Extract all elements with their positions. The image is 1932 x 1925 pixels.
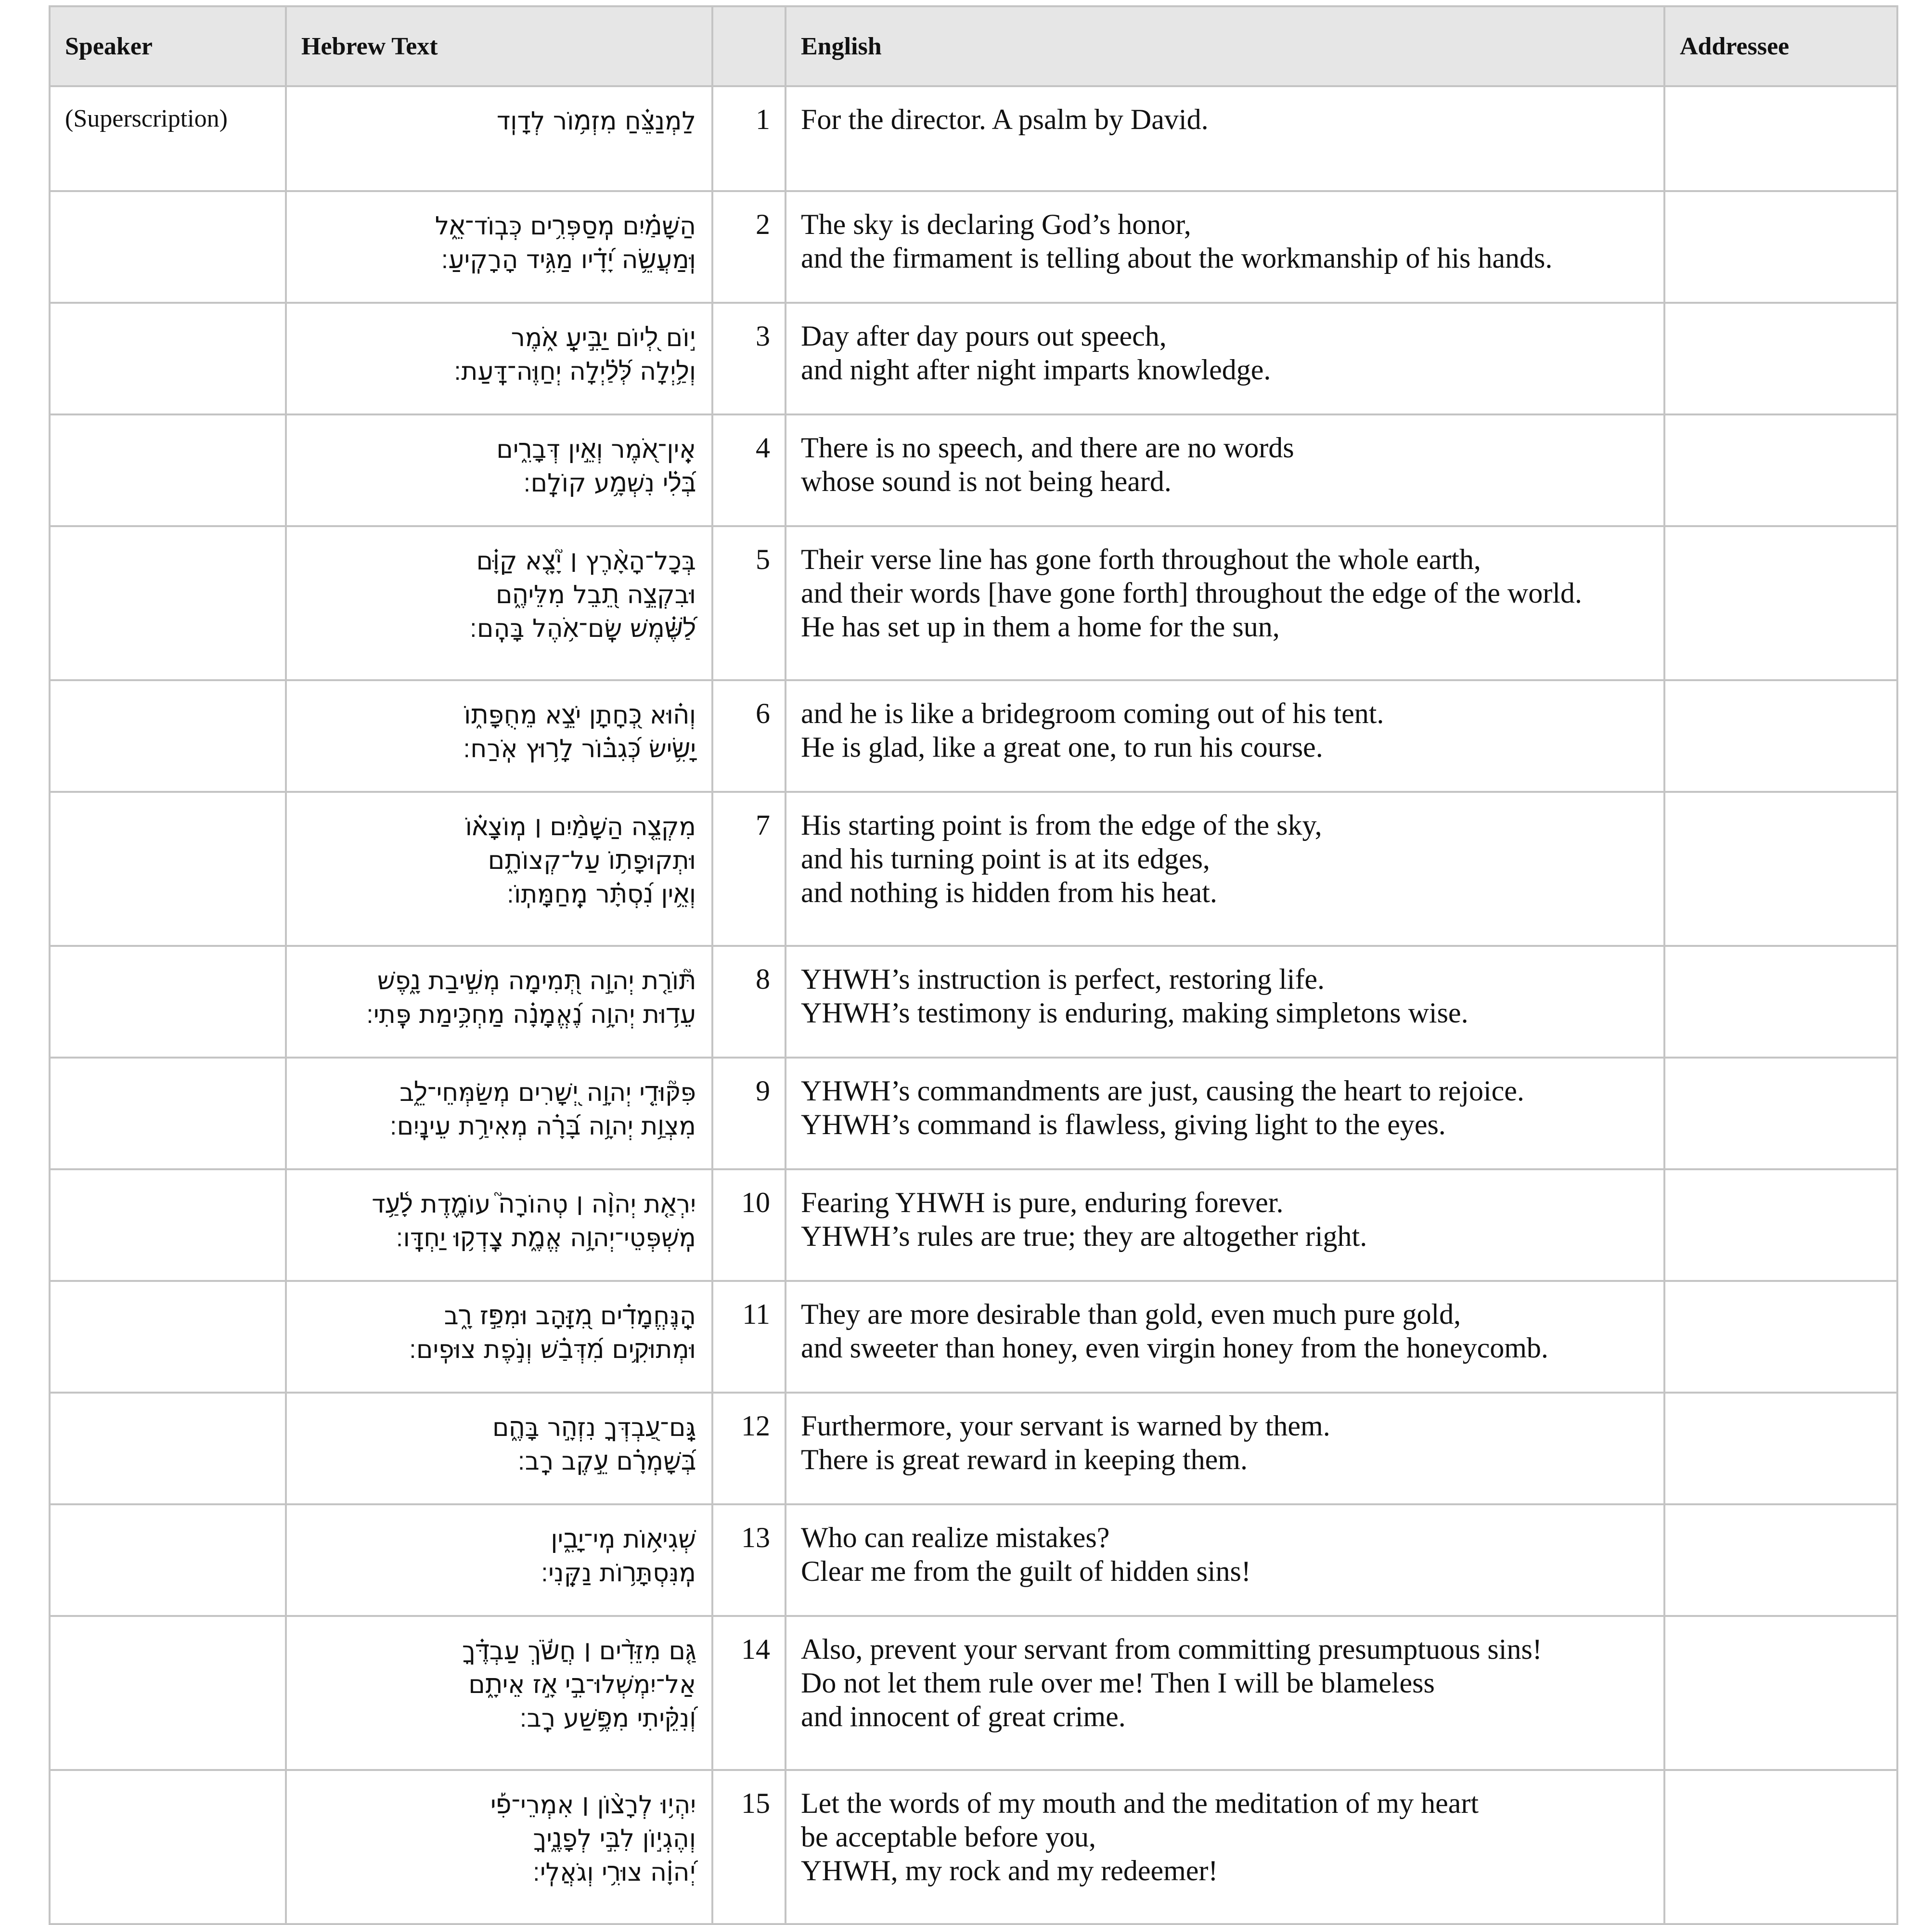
english-text-cell bbox=[786, 1393, 1664, 1504]
table-row bbox=[50, 1281, 1897, 1393]
table-row bbox=[50, 1393, 1897, 1504]
english-line: Furthermore, your servant is warned by them. bbox=[801, 1410, 1330, 1442]
english-line: YHWH’s testimony is enduring, making simpletons wise. bbox=[801, 997, 1468, 1029]
hebrew-text-cell bbox=[286, 86, 712, 191]
hebrew-text-cell bbox=[286, 1616, 712, 1770]
english-line: and he is like a bridegroom coming out of his tent. bbox=[801, 698, 1384, 729]
hebrew-line: וְהֶגְי֣וֹן לִבִּ֣י לְפָנֶ֑יךָ bbox=[533, 1824, 696, 1853]
table-row bbox=[50, 1616, 1897, 1770]
addressee-cell bbox=[1664, 191, 1897, 303]
verse-number-cell: 4 bbox=[712, 414, 786, 526]
addressee-cell bbox=[1664, 303, 1897, 414]
speaker-cell bbox=[50, 1058, 286, 1169]
hebrew-text-cell bbox=[286, 1393, 712, 1504]
table-row bbox=[50, 792, 1897, 946]
hebrew-line: וְה֗וּא כְּ֭חָתָן יֹצֵ֣א מֵחֻפָּת֑וֹ bbox=[464, 701, 696, 730]
table-row bbox=[50, 680, 1897, 792]
addressee-cell bbox=[1664, 1393, 1897, 1504]
table-body bbox=[50, 86, 1897, 1924]
english-line: whose sound is not being heard. bbox=[801, 465, 1172, 497]
table-row bbox=[50, 526, 1897, 680]
hebrew-text-cell bbox=[286, 1281, 712, 1393]
verse-number-cell: 6 bbox=[712, 680, 786, 792]
table-row bbox=[50, 946, 1897, 1058]
english-line: and their words [have gone forth] throughout the edge of the world. bbox=[801, 577, 1582, 609]
addressee-cell bbox=[1664, 1169, 1897, 1281]
english-line: He has set up in them a home for the sun, bbox=[801, 611, 1280, 643]
hebrew-line: וּֽמַעֲשֵׂ֥ה יָ֝דָ֗יו מַגִּ֥יד הָרָקִֽיעַ׃ bbox=[441, 245, 696, 274]
english-line: and the firmament is telling about the workmanship of his hands. bbox=[801, 242, 1553, 274]
speaker-cell bbox=[50, 414, 286, 526]
english-text-cell bbox=[786, 1058, 1664, 1169]
psalm-table bbox=[49, 5, 1898, 1925]
header-hebrew: Hebrew Text bbox=[286, 6, 712, 86]
hebrew-text-cell bbox=[286, 1770, 712, 1924]
hebrew-line: מִקְצֵ֤ה הַשָּׁמַ֨יִם ׀ מֽוֹצָא֗וֹ bbox=[465, 813, 696, 841]
table-row bbox=[50, 1770, 1897, 1924]
english-text-cell bbox=[786, 414, 1664, 526]
speaker-cell bbox=[50, 1504, 286, 1616]
english-line: His starting point is from the edge of the sky, bbox=[801, 809, 1322, 841]
hebrew-line: גַּֽם־עַ֭בְדְּךָ נִזְהָ֣ר בָּהֶ֑ם bbox=[492, 1413, 696, 1442]
english-line: The sky is declaring God’s honor, bbox=[801, 208, 1191, 240]
hebrew-line: יְ֝הוָ֗ה צוּרִ֥י וְגֹאֲלִֽי׃ bbox=[532, 1858, 696, 1887]
english-text-cell bbox=[786, 191, 1664, 303]
english-line: be acceptable before you, bbox=[801, 1821, 1096, 1853]
verse-number-cell: 3 bbox=[712, 303, 786, 414]
hebrew-line: מִֽנִּסְתָּר֥וֹת נַקֵּֽנִי׃ bbox=[541, 1559, 696, 1588]
verse-number-cell: 5 bbox=[712, 526, 786, 680]
table-row bbox=[50, 1504, 1897, 1616]
speaker-cell bbox=[50, 1169, 286, 1281]
hebrew-line: י֣וֹם לְ֭יוֹם יַבִּ֣יעַֽ אֹ֑מֶר bbox=[511, 323, 696, 352]
addressee-cell bbox=[1664, 1504, 1897, 1616]
verse-number-cell: 14 bbox=[712, 1616, 786, 1770]
hebrew-line: בְּ֝לִ֗י נִשְׁמָ֥ע קוֹלָֽם׃ bbox=[523, 469, 696, 498]
addressee-cell bbox=[1664, 680, 1897, 792]
english-text-cell bbox=[786, 792, 1664, 946]
header-english: English bbox=[786, 6, 1664, 86]
english-line: Fearing YHWH is pure, enduring forever. bbox=[801, 1187, 1284, 1218]
english-line: Day after day pours out speech, bbox=[801, 320, 1167, 352]
addressee-cell bbox=[1664, 792, 1897, 946]
hebrew-text-cell bbox=[286, 680, 712, 792]
verse-number-cell: 13 bbox=[712, 1504, 786, 1616]
english-line: For the director. A psalm by David. bbox=[801, 103, 1209, 135]
english-text-cell bbox=[786, 680, 1664, 792]
english-text-cell bbox=[786, 1169, 1664, 1281]
addressee-cell bbox=[1664, 1281, 1897, 1393]
english-line: YHWH’s command is flawless, giving light to the eyes. bbox=[801, 1109, 1446, 1140]
english-text-cell bbox=[786, 1770, 1664, 1924]
table-container bbox=[49, 5, 1896, 1925]
english-line: and night after night imparts knowledge. bbox=[801, 354, 1271, 386]
table-row bbox=[50, 1058, 1897, 1169]
table-header bbox=[50, 6, 1897, 86]
hebrew-line: בְּכָל־הָאָ֨רֶץ ׀ יָ֘צָ֤א קַוָּ֗ם bbox=[476, 547, 696, 576]
header-verse-number bbox=[712, 6, 786, 86]
english-line: YHWH, my rock and my redeemer! bbox=[801, 1855, 1218, 1886]
hebrew-text-cell bbox=[286, 414, 712, 526]
hebrew-line: הַשָּׁמַ֗יִם מְֽסַפְּרִ֥ים כְּבֽוֹד־אֵ֑ל bbox=[435, 212, 696, 241]
speaker-cell bbox=[50, 303, 286, 414]
english-text-cell bbox=[786, 526, 1664, 680]
hebrew-line: לַמְנַצֵּ֗חַ מִזְמ֥וֹר לְדָוִֽד bbox=[496, 107, 696, 136]
english-text-cell bbox=[786, 1504, 1664, 1616]
verse-number-cell: 11 bbox=[712, 1281, 786, 1393]
hebrew-line: יִרְאַ֤ת יְהוָ֨ה ׀ טְהוֹרָה֮ עוֹמֶ֪דֶת לָ֫עַ֥ד bbox=[372, 1190, 696, 1219]
speaker-cell bbox=[50, 1281, 286, 1393]
hebrew-line: וְאֵ֥ין נִ֝סְתָּ֗ר מֵֽחַמָּתֽוֹ׃ bbox=[506, 880, 696, 909]
english-line: They are more desirable than gold, even much pure gold, bbox=[801, 1298, 1461, 1330]
header-speaker: Speaker bbox=[50, 6, 286, 86]
hebrew-line: יִהְי֥וּ לְרָצ֨וֹן ׀ אִמְרֵי־פִ֡י bbox=[490, 1791, 696, 1820]
hebrew-line: וְלַ֥יְלָה לְּ֝לַ֗יְלָה יְחַוֶּה־דָּֽעַת׃ bbox=[453, 357, 696, 386]
hebrew-line: אֵֽין־אֹ֭מֶר וְאֵ֣ין דְּבָרִ֑ים bbox=[496, 435, 696, 464]
hebrew-line: מִצְוַ֥ת יְהוָ֥ה בָּ֝רָ֗ה מְאִירַ֥ת עֵינָֽיִם׃ bbox=[389, 1112, 696, 1141]
hebrew-line: וּבִקְצֵ֣ה תֵ֭בֵל מִלֵּיהֶ֑ם bbox=[496, 581, 696, 609]
hebrew-text-cell bbox=[286, 1169, 712, 1281]
hebrew-text-cell bbox=[286, 191, 712, 303]
hebrew-line: פִּקּ֘וּדֵ֤י יְהוָ֣ה יְ֭שָׁרִים מְשַׂמְּחֵי־לֵ֑ב bbox=[399, 1078, 696, 1107]
hebrew-line: בְּ֝שָׁמְרָ֗ם עֵ֣קֶב רָֽב׃ bbox=[517, 1447, 696, 1476]
hebrew-line: וּמְתוּקִ֥ים מִ֝דְּבַ֗שׁ וְנֹ֣פֶת צוּפִֽים׃ bbox=[409, 1335, 696, 1364]
english-line: YHWH’s instruction is perfect, restoring life. bbox=[801, 963, 1325, 995]
hebrew-line: גַּ֤ם מִזֵּדִ֨ים ׀ חֲשֹׂ֬ךְ עַבְדֶּ֗ךָ bbox=[462, 1637, 696, 1666]
addressee-cell bbox=[1664, 946, 1897, 1058]
addressee-cell bbox=[1664, 526, 1897, 680]
speaker-cell bbox=[50, 1393, 286, 1504]
table-row bbox=[50, 414, 1897, 526]
english-line: and his turning point is at its edges, bbox=[801, 843, 1210, 875]
header-row bbox=[50, 6, 1897, 86]
english-line: Do not let them rule over me! Then I will be blameless bbox=[801, 1667, 1435, 1699]
english-line: YHWH’s commandments are just, causing the heart to rejoice. bbox=[801, 1075, 1524, 1107]
table-row bbox=[50, 191, 1897, 303]
english-line: and nothing is hidden from his heat. bbox=[801, 877, 1217, 908]
hebrew-line: מִֽשְׁפְּטֵי־יְהוָ֥ה אֱמֶ֑ת צָֽדְק֥וּ יַחְדָּֽו׃ bbox=[396, 1224, 696, 1253]
english-text-cell bbox=[786, 946, 1664, 1058]
english-line: YHWH’s rules are true; they are altogether right. bbox=[801, 1220, 1367, 1252]
speaker-cell: (Superscription) bbox=[50, 86, 286, 191]
speaker-cell bbox=[50, 191, 286, 303]
english-line: Also, prevent your servant from committing presumptuous sins! bbox=[801, 1633, 1542, 1665]
english-line: He is glad, like a great one, to run his course. bbox=[801, 731, 1323, 763]
addressee-cell bbox=[1664, 1058, 1897, 1169]
english-line: Clear me from the guilt of hidden sins! bbox=[801, 1555, 1251, 1587]
table-row bbox=[50, 1169, 1897, 1281]
hebrew-line: יָשִׂ֥ישׂ כְּ֝גִבּ֗וֹר לָר֥וּץ אֹֽרַח׃ bbox=[463, 735, 696, 763]
english-text-cell bbox=[786, 86, 1664, 191]
speaker-cell bbox=[50, 792, 286, 946]
addressee-cell bbox=[1664, 86, 1897, 191]
english-line: and innocent of great crime. bbox=[801, 1701, 1126, 1732]
speaker-cell bbox=[50, 1616, 286, 1770]
hebrew-line: תּ֘וֹרַ֤ת יְהוָ֣ה תְּ֭מִימָה מְשִׁ֣יבַת נָ֑פֶשׁ bbox=[377, 967, 696, 995]
hebrew-text-cell bbox=[286, 526, 712, 680]
english-text-cell bbox=[786, 303, 1664, 414]
english-line: There is no speech, and there are no words bbox=[801, 432, 1294, 464]
table-row bbox=[50, 303, 1897, 414]
hebrew-line: הַֽנֶּחֱמָדִ֗ים מִ֭זָּהָב וּמִפַּ֣ז רָ֑ב bbox=[444, 1302, 696, 1331]
english-line: Their verse line has gone forth throughout the whole earth, bbox=[801, 543, 1481, 575]
verse-number-cell: 8 bbox=[712, 946, 786, 1058]
hebrew-line: לַ֝שֶּׁ֗מֶשׁ שָֽׂם־אֹ֥הֶל בָּהֶֽם׃ bbox=[469, 614, 696, 643]
english-text-cell bbox=[786, 1616, 1664, 1770]
hebrew-text-cell bbox=[286, 303, 712, 414]
english-line: Let the words of my mouth and the meditation of my heart bbox=[801, 1787, 1479, 1819]
header-addressee: Addressee bbox=[1664, 6, 1897, 86]
verse-number-cell: 2 bbox=[712, 191, 786, 303]
verse-number-cell: 9 bbox=[712, 1058, 786, 1169]
speaker-cell bbox=[50, 946, 286, 1058]
hebrew-text-cell bbox=[286, 1504, 712, 1616]
hebrew-line: וּתְקוּפָת֥וֹ עַל־קְצוֹתָ֑ם bbox=[488, 846, 696, 875]
hebrew-line: אַל־יִמְשְׁלוּ־בִ֣י אָ֣ז אֵיתָ֑ם bbox=[468, 1670, 696, 1699]
addressee-cell bbox=[1664, 1616, 1897, 1770]
verse-number-cell: 10 bbox=[712, 1169, 786, 1281]
english-line: There is great reward in keeping them. bbox=[801, 1444, 1248, 1475]
verse-number-cell: 1 bbox=[712, 86, 786, 191]
table-row bbox=[50, 86, 1897, 191]
verse-number-cell: 15 bbox=[712, 1770, 786, 1924]
english-line: Who can realize mistakes? bbox=[801, 1522, 1110, 1553]
speaker-cell bbox=[50, 1770, 286, 1924]
speaker-cell bbox=[50, 526, 286, 680]
hebrew-line: שְׁגִיא֥וֹת מִֽי־יָבִ֑ין bbox=[551, 1525, 696, 1554]
verse-number-cell: 7 bbox=[712, 792, 786, 946]
hebrew-line: וְ֝נִקֵּ֗יתִי מִפֶּ֥שַׁע רָֽב׃ bbox=[519, 1704, 696, 1733]
hebrew-text-cell bbox=[286, 1058, 712, 1169]
english-text-cell bbox=[786, 1281, 1664, 1393]
english-line: and sweeter than honey, even virgin honey from the honeycomb. bbox=[801, 1332, 1548, 1364]
hebrew-text-cell bbox=[286, 946, 712, 1058]
addressee-cell bbox=[1664, 414, 1897, 526]
speaker-cell bbox=[50, 680, 286, 792]
verse-number-cell: 12 bbox=[712, 1393, 786, 1504]
addressee-cell bbox=[1664, 1770, 1897, 1924]
hebrew-text-cell bbox=[286, 792, 712, 946]
hebrew-line: עֵד֥וּת יְהוָ֥ה נֶ֝אֱמָנָ֗ה מַחְכִּ֥ימַת פֶּֽתִי׃ bbox=[366, 1000, 696, 1029]
